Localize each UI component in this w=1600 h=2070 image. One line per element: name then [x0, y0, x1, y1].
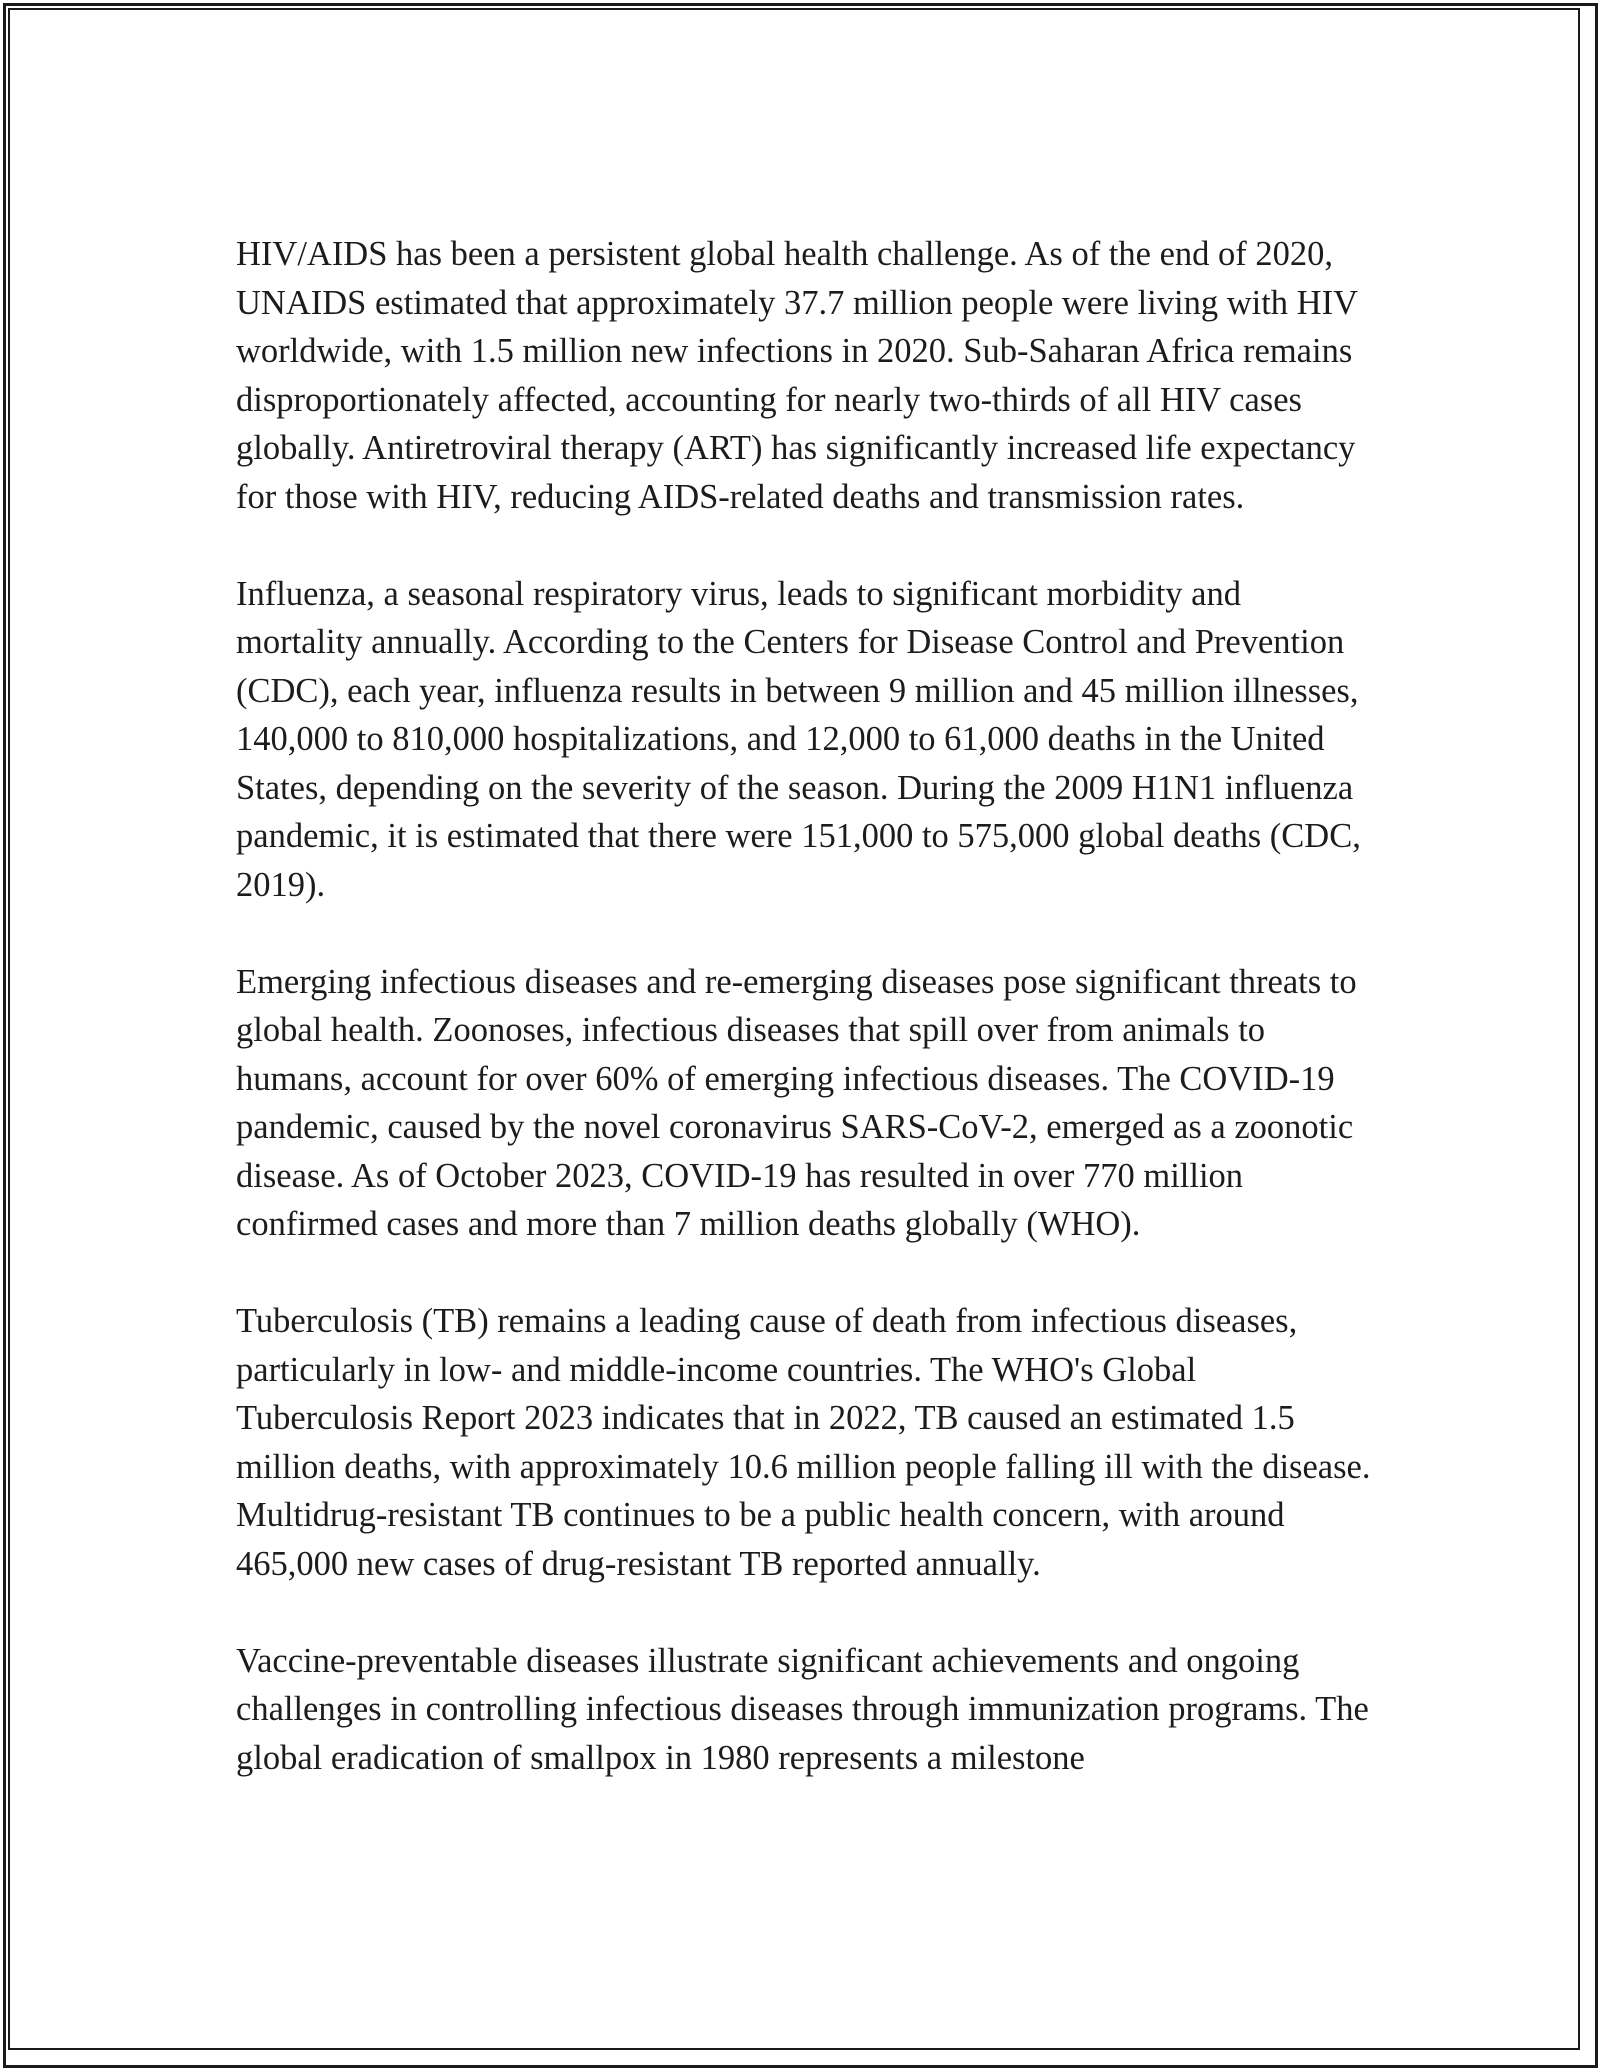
paragraph-hiv-aids: HIV/AIDS has been a persistent global health challenge. As of the end of 2020, UNAIDS estimated that approximately 37.7 million people were living with HIV worldwide, with 1.5 million new infections in 2020. Sub-Saharan Africa remains disproportionately affected, accounting for nearly two-thirds of all HIV cases globally. Antiretroviral therapy (ART) has significantly increased life expectancy for those with HIV, reducing AIDS-related deaths and transmission rates. — [236, 235, 1358, 516]
document-body — [236, 230, 1376, 1831]
paragraph-emerging-diseases: Emerging infectious diseases and re-emerging diseases pose significant threats to global health. Zoonoses, infectious diseases that spill over from animals to humans, account for over 60% of emerging infectious diseases. The COVID-19 pandemic, caused by the novel coronavirus SARS-CoV-2, emerged as a zoonotic disease. As of October 2023, COVID-19 has resulted in over 770 million confirmed cases and more than 7 million deaths globally (WHO). — [236, 962, 1357, 1243]
paragraph-vaccine-preventable: Vaccine-preventable diseases illustrate significant achievements and ongoing challenges in controlling infectious diseases through immunization programs. The global eradication of smallpox in 1980 represents a milestone — [236, 1641, 1369, 1777]
paragraph-influenza: Influenza, a seasonal respiratory virus, leads to significant morbidity and mortality annually. According to the Centers for Disease Control and Prevention (CDC), each year, influenza results in between 9 million and 45 million illnesses, 140,000 to 810,000 hospitalizations, and 12,000 to 61,000 deaths in the United States, depending on the severity of the season. During the 2009 H1N1 influenza pandemic, it is estimated that there were 151,000 to 575,000 global deaths (CDC, 2019). — [236, 574, 1361, 904]
paragraph-tuberculosis: Tuberculosis (TB) remains a leading cause of death from infectious diseases, particularly in low- and middle-income countries. The WHO's Global Tuberculosis Report 2023 indicates that in 2022, TB caused an estimated 1.5 million deaths, with approximately 10.6 million people falling ill with the disease. Multidrug-resistant TB continues to be a public health concern, with around 465,000 new cases of drug-resistant TB reported annually. — [236, 1302, 1371, 1583]
